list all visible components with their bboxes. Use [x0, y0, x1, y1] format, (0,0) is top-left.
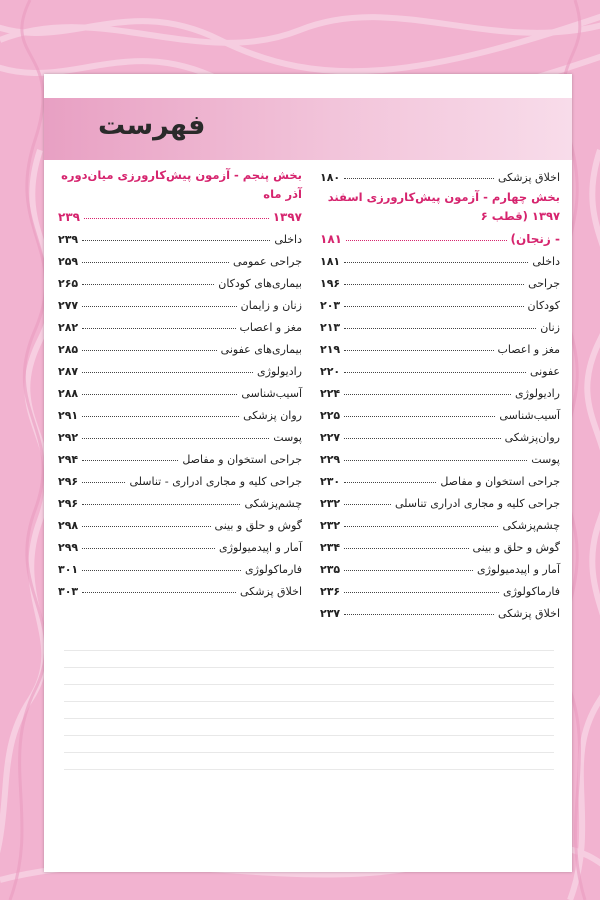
- dot-leader: [344, 350, 493, 351]
- toc-entry-page: ۲۹۹: [58, 541, 79, 554]
- dot-leader: [82, 592, 236, 593]
- section-heading-line: [320, 226, 560, 246]
- toc-column-right: [320, 162, 560, 620]
- dot-leader: [344, 438, 500, 439]
- dot-leader: [82, 482, 125, 483]
- toc-entry-page: ۲۸۷: [58, 365, 79, 378]
- dot-leader: [82, 438, 269, 439]
- section-heading: [320, 188, 560, 226]
- bleed-through-shadow: [64, 634, 554, 854]
- dot-leader: [344, 526, 498, 527]
- toc-entry-label: کودکان: [527, 299, 560, 312]
- toc-entry-page: ۲۹۲: [58, 431, 79, 444]
- toc-entry-label: چشم‌پزشکی: [244, 497, 302, 510]
- toc-entry-label: زنان و زایمان: [240, 299, 302, 312]
- dot-leader: [344, 178, 494, 179]
- toc-entry: [320, 576, 560, 598]
- section-page: ۱۸۱: [320, 232, 342, 246]
- toc-entry-page: ۱۸۱: [320, 255, 341, 268]
- toc-entry-page: ۱۹۶: [320, 277, 341, 290]
- toc-entry: [320, 400, 560, 422]
- toc-entry-page: ۳۰۱: [58, 563, 79, 576]
- section-heading-cont: - زنجان): [510, 232, 560, 246]
- toc-entry-page: ۲۹۱: [58, 409, 79, 422]
- dot-leader: [82, 460, 178, 461]
- toc-entry: [58, 246, 302, 268]
- toc-entry-label: جراحی عمومی: [232, 255, 302, 268]
- toc-entry-page: ۲۹۶: [58, 497, 79, 510]
- dot-leader: [82, 350, 217, 351]
- toc-entry-label: زنان: [540, 321, 560, 334]
- toc-entry-label: فارماکولوژی: [244, 563, 302, 576]
- dot-leader: [344, 306, 523, 307]
- toc-entry-page: ۲۶۵: [58, 277, 79, 290]
- toc-entry-label: رادیولوژی: [257, 365, 302, 378]
- dot-leader: [344, 284, 524, 285]
- dot-leader: [346, 240, 507, 241]
- section-heading-line: [58, 204, 302, 224]
- dot-leader: [84, 218, 269, 219]
- toc-entry: [320, 334, 560, 356]
- toc-entry-label: داخلی: [532, 255, 560, 268]
- toc-entry: [320, 444, 560, 466]
- toc-entry-page: ۲۳۵: [320, 563, 341, 576]
- dot-leader: [82, 328, 235, 329]
- toc-entry-label: جراحی کلیه و مجاری ادراری - تناسلی: [129, 475, 302, 488]
- toc-entry: [58, 510, 302, 532]
- toc-entry-page: ۲۲۴: [320, 387, 341, 400]
- toc-entry: [320, 356, 560, 378]
- toc-entry-page: ۲۳۲: [320, 519, 341, 532]
- toc-entry-page: ۲۹۸: [58, 519, 79, 532]
- toc-entry-page: ۲۸۵: [58, 343, 79, 356]
- toc-entry: [58, 532, 302, 554]
- toc-entry-label: فارماکولوژی: [502, 585, 560, 598]
- dot-leader: [344, 614, 494, 615]
- toc-entry: [320, 268, 560, 290]
- toc-entry-label: جراحی کلیه و مجاری ادراری تناسلی: [394, 497, 560, 510]
- toc-entry-page: ۲۳۴: [320, 541, 341, 554]
- toc-entry-label: روان‌پزشکی: [504, 431, 560, 444]
- dot-leader: [82, 526, 210, 527]
- dot-leader: [82, 504, 240, 505]
- dot-leader: [82, 240, 270, 241]
- toc-entry-label: رادیولوژی: [515, 387, 560, 400]
- dot-leader: [344, 262, 528, 263]
- toc-entry-page: ۲۰۳: [320, 299, 341, 312]
- section-heading-cont: ۱۳۹۷: [272, 210, 302, 224]
- toc-entry: [58, 466, 302, 488]
- toc-entry-page: ۲۸۸: [58, 387, 79, 400]
- toc-entry-page: ۲۲۰: [320, 365, 341, 378]
- toc-entry: [320, 290, 560, 312]
- toc-entry-page: ۲۱۹: [320, 343, 341, 356]
- toc-entry-page: ۲۲۵: [320, 409, 341, 422]
- toc-entry: [320, 532, 560, 554]
- toc-entry-page: ۲۳۹: [58, 233, 79, 246]
- toc-entry-label: گوش و حلق و بینی: [214, 519, 302, 532]
- section-page: ۲۳۹: [58, 210, 80, 224]
- toc-entry: [320, 162, 560, 184]
- toc-entry: [58, 290, 302, 312]
- dot-leader: [344, 548, 468, 549]
- toc-entry: [58, 378, 302, 400]
- dot-leader: [344, 482, 436, 483]
- toc-entry-page: ۲۹۶: [58, 475, 79, 488]
- dot-leader: [344, 592, 499, 593]
- toc-entry-label: مغز و اعصاب: [497, 343, 560, 356]
- toc-entry-label: جراحی: [528, 277, 560, 290]
- toc-entry-page: ۱۸۰: [320, 171, 341, 184]
- toc-entry-label: اخلاق پزشکی: [239, 585, 302, 598]
- dot-leader: [82, 372, 253, 373]
- toc-entry-label: آسیب‌شناسی: [499, 409, 560, 422]
- toc-entry-label: آمار و اپیدمیولوژی: [477, 563, 560, 576]
- dot-leader: [344, 504, 391, 505]
- toc-entry-page: ۲۳۲: [320, 497, 341, 510]
- dot-leader: [82, 262, 229, 263]
- dot-leader: [82, 394, 237, 395]
- toc-entry: [58, 268, 302, 290]
- toc-entry-page: ۲۷۷: [58, 299, 79, 312]
- section-heading-text: بخش چهارم - آزمون پیش‌کارورزی اسفند ۱۳۹۷ (قطب ۶: [327, 190, 560, 223]
- toc-column-left: [58, 162, 302, 598]
- toc-entry-page: ۲۹۴: [58, 453, 79, 466]
- toc-entry: [320, 488, 560, 510]
- toc-entry-label: چشم‌پزشکی: [502, 519, 560, 532]
- toc-entry-label: پوست: [273, 431, 302, 444]
- toc-entry-label: روان پزشکی: [243, 409, 302, 422]
- toc-entry-label: داخلی: [274, 233, 302, 246]
- toc-entry-label: آمار و اپیدمیولوژی: [219, 541, 302, 554]
- toc-entry-label: بیماری‌های عفونی: [220, 343, 302, 356]
- dot-leader: [344, 460, 527, 461]
- toc-entry-label: اخلاق پزشکی: [497, 171, 560, 184]
- toc-entry-page: ۲۸۲: [58, 321, 79, 334]
- toc-entry-label: گوش و حلق و بینی: [472, 541, 560, 554]
- toc-entry-page: ۳۰۳: [58, 585, 79, 598]
- toc-entry: [58, 334, 302, 356]
- toc-entry: [58, 224, 302, 246]
- toc-entry: [58, 444, 302, 466]
- dot-leader: [344, 328, 536, 329]
- toc-entry-label: جراحی استخوان و مفاصل: [182, 453, 302, 466]
- toc-entry: [58, 312, 302, 334]
- dot-leader: [82, 416, 239, 417]
- dot-leader: [82, 284, 214, 285]
- dot-leader: [344, 570, 473, 571]
- toc-entry-page: ۲۳۰: [320, 475, 341, 488]
- toc-entry-label: اخلاق پزشکی: [497, 607, 560, 620]
- toc-entry-label: عفونی: [529, 365, 560, 378]
- toc-entry: [320, 466, 560, 488]
- title-banner: [44, 98, 572, 160]
- toc-entry-label: جراحی استخوان و مفاصل: [440, 475, 560, 488]
- toc-entry: [320, 312, 560, 334]
- toc-entry: [58, 422, 302, 444]
- dot-leader: [82, 570, 241, 571]
- toc-entry: [320, 422, 560, 444]
- toc-entry: [58, 554, 302, 576]
- toc-entry: [320, 598, 560, 620]
- toc-entry-page: ۲۲۹: [320, 453, 341, 466]
- toc-entry-page: ۲۲۷: [320, 431, 341, 444]
- toc-entry-page: ۲۱۳: [320, 321, 341, 334]
- dot-leader: [82, 306, 237, 307]
- toc-entry-label: آسیب‌شناسی: [241, 387, 302, 400]
- toc-entry-label: مغز و اعصاب: [239, 321, 302, 334]
- toc-entry: [320, 246, 560, 268]
- section-heading-text: بخش پنجم - آزمون پیش‌کارورزی میان‌دوره آذر ماه: [61, 168, 302, 201]
- toc-entry: [320, 554, 560, 576]
- toc-entry: [58, 400, 302, 422]
- dot-leader: [344, 372, 526, 373]
- toc-entry-page: ۲۵۹: [58, 255, 79, 268]
- toc-entry: [58, 356, 302, 378]
- toc-entry-label: بیماری‌های کودکان: [218, 277, 302, 290]
- page-title: فهرست: [98, 110, 206, 141]
- toc-entry-page: ۲۳۶: [320, 585, 341, 598]
- toc-entry-page: ۲۳۷: [320, 607, 341, 620]
- toc-entry: [58, 488, 302, 510]
- toc-entry-label: پوست: [531, 453, 560, 466]
- dot-leader: [82, 548, 215, 549]
- dot-leader: [344, 394, 511, 395]
- toc-card: [44, 74, 572, 872]
- section-heading: [58, 166, 302, 204]
- toc-entry: [320, 510, 560, 532]
- dot-leader: [344, 416, 495, 417]
- toc-entry: [58, 576, 302, 598]
- toc-entry: [320, 378, 560, 400]
